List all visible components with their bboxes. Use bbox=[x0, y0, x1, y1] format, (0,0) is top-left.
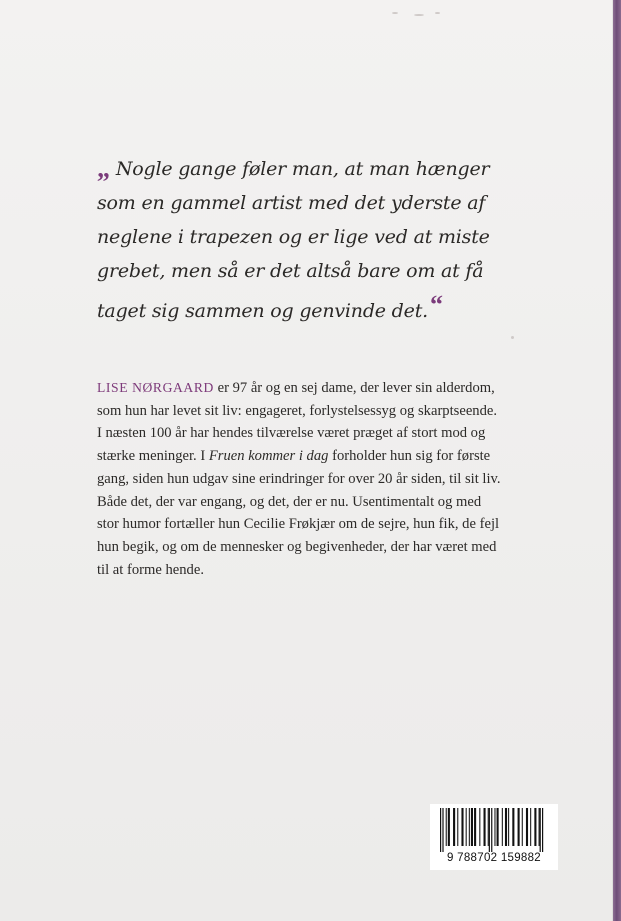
open-quote-mark: „ bbox=[97, 154, 110, 183]
barcode-bar bbox=[484, 808, 486, 846]
barcode-bar bbox=[530, 808, 531, 846]
barcode-bar bbox=[534, 808, 536, 846]
pull-quote bbox=[97, 152, 537, 328]
description-text: er 97 år og en sej dame, der lever sin alderdom, bbox=[213, 380, 495, 396]
description-text: forholder hun sig for første bbox=[328, 448, 491, 465]
barcode-bar bbox=[448, 808, 450, 846]
barcode-bar bbox=[474, 808, 476, 846]
book-title: Fruen kommer i dag bbox=[208, 448, 329, 465]
barcode-bar bbox=[494, 808, 495, 846]
barcode-guard-bar bbox=[489, 808, 490, 852]
quote-line-text: Nogle gange føler man, at man hænger bbox=[115, 158, 490, 180]
barcode-bar bbox=[446, 808, 447, 846]
barcode-bar bbox=[522, 808, 523, 846]
barcode-guard-bar bbox=[440, 808, 441, 852]
description-line bbox=[97, 445, 547, 468]
quote-line bbox=[97, 288, 537, 328]
quote-line-text: taget sig sammen og genvinde det. bbox=[97, 300, 428, 322]
barcode-bars bbox=[430, 804, 558, 854]
quote-line: neglene i trapezen og er lige ved at miste bbox=[97, 226, 490, 248]
barcode-bar bbox=[453, 808, 455, 846]
description-line: som hun har levet sit liv: engageret, forlystelsessyg og skarptseende. bbox=[97, 402, 498, 419]
barcode-bar bbox=[488, 808, 489, 846]
spine-edge bbox=[613, 0, 621, 921]
description-line: Både det, der var engang, og det, der er nu. Usentimentalt og med bbox=[97, 493, 482, 510]
barcode-guard-bar bbox=[442, 808, 443, 852]
description-line bbox=[97, 377, 547, 400]
barcode-bar bbox=[466, 808, 467, 846]
book-description bbox=[97, 377, 547, 581]
description-line: gang, siden hun udgav sine erindringer for over 20 år siden, til sit liv. bbox=[97, 470, 501, 487]
isbn-barcode bbox=[430, 804, 558, 870]
description-line: til at forme hende. bbox=[97, 561, 204, 578]
barcode-bar bbox=[457, 808, 458, 846]
barcode-bar bbox=[461, 808, 463, 846]
barcode-bar bbox=[469, 808, 470, 846]
close-quote-mark: “ bbox=[429, 290, 443, 319]
barcode-guard-bar bbox=[491, 808, 492, 852]
paper-speck bbox=[392, 12, 398, 14]
barcode-bar bbox=[479, 808, 480, 846]
barcode-bar bbox=[518, 808, 520, 846]
author-name: LISE NØRGAARD bbox=[97, 380, 214, 395]
barcode-bar bbox=[497, 808, 499, 846]
barcode-bar bbox=[502, 808, 503, 846]
barcode-bar bbox=[539, 808, 540, 846]
paper-speck bbox=[435, 12, 440, 14]
paper-speck bbox=[511, 336, 514, 339]
description-line: stor humor fortæller hun Cecilie Frøkjær om de sejre, hun fik, de fejl bbox=[97, 516, 500, 533]
quote-line bbox=[97, 152, 537, 186]
barcode-bar bbox=[505, 808, 507, 846]
description-line: hun begik, og om de mennesker og begivenheder, der har været med bbox=[97, 538, 497, 555]
isbn-number: 9 788702 159882 bbox=[446, 852, 542, 864]
description-text: stærke meninger. I bbox=[97, 448, 209, 465]
description-line: I næsten 100 år har hendes tilværelse været præget af stort mod og bbox=[97, 425, 486, 442]
paper-speck bbox=[414, 14, 424, 16]
barcode-bar bbox=[526, 808, 528, 846]
quote-line: som en gammel artist med det yderste af bbox=[97, 192, 486, 214]
barcode-bar bbox=[471, 808, 473, 846]
barcode-bar bbox=[512, 808, 514, 846]
barcode-guard-bar bbox=[540, 808, 541, 852]
barcode-bar bbox=[508, 808, 509, 846]
quote-line: grebet, men så er det altså bare om at få bbox=[97, 260, 484, 282]
barcode-guard-bar bbox=[542, 808, 543, 852]
